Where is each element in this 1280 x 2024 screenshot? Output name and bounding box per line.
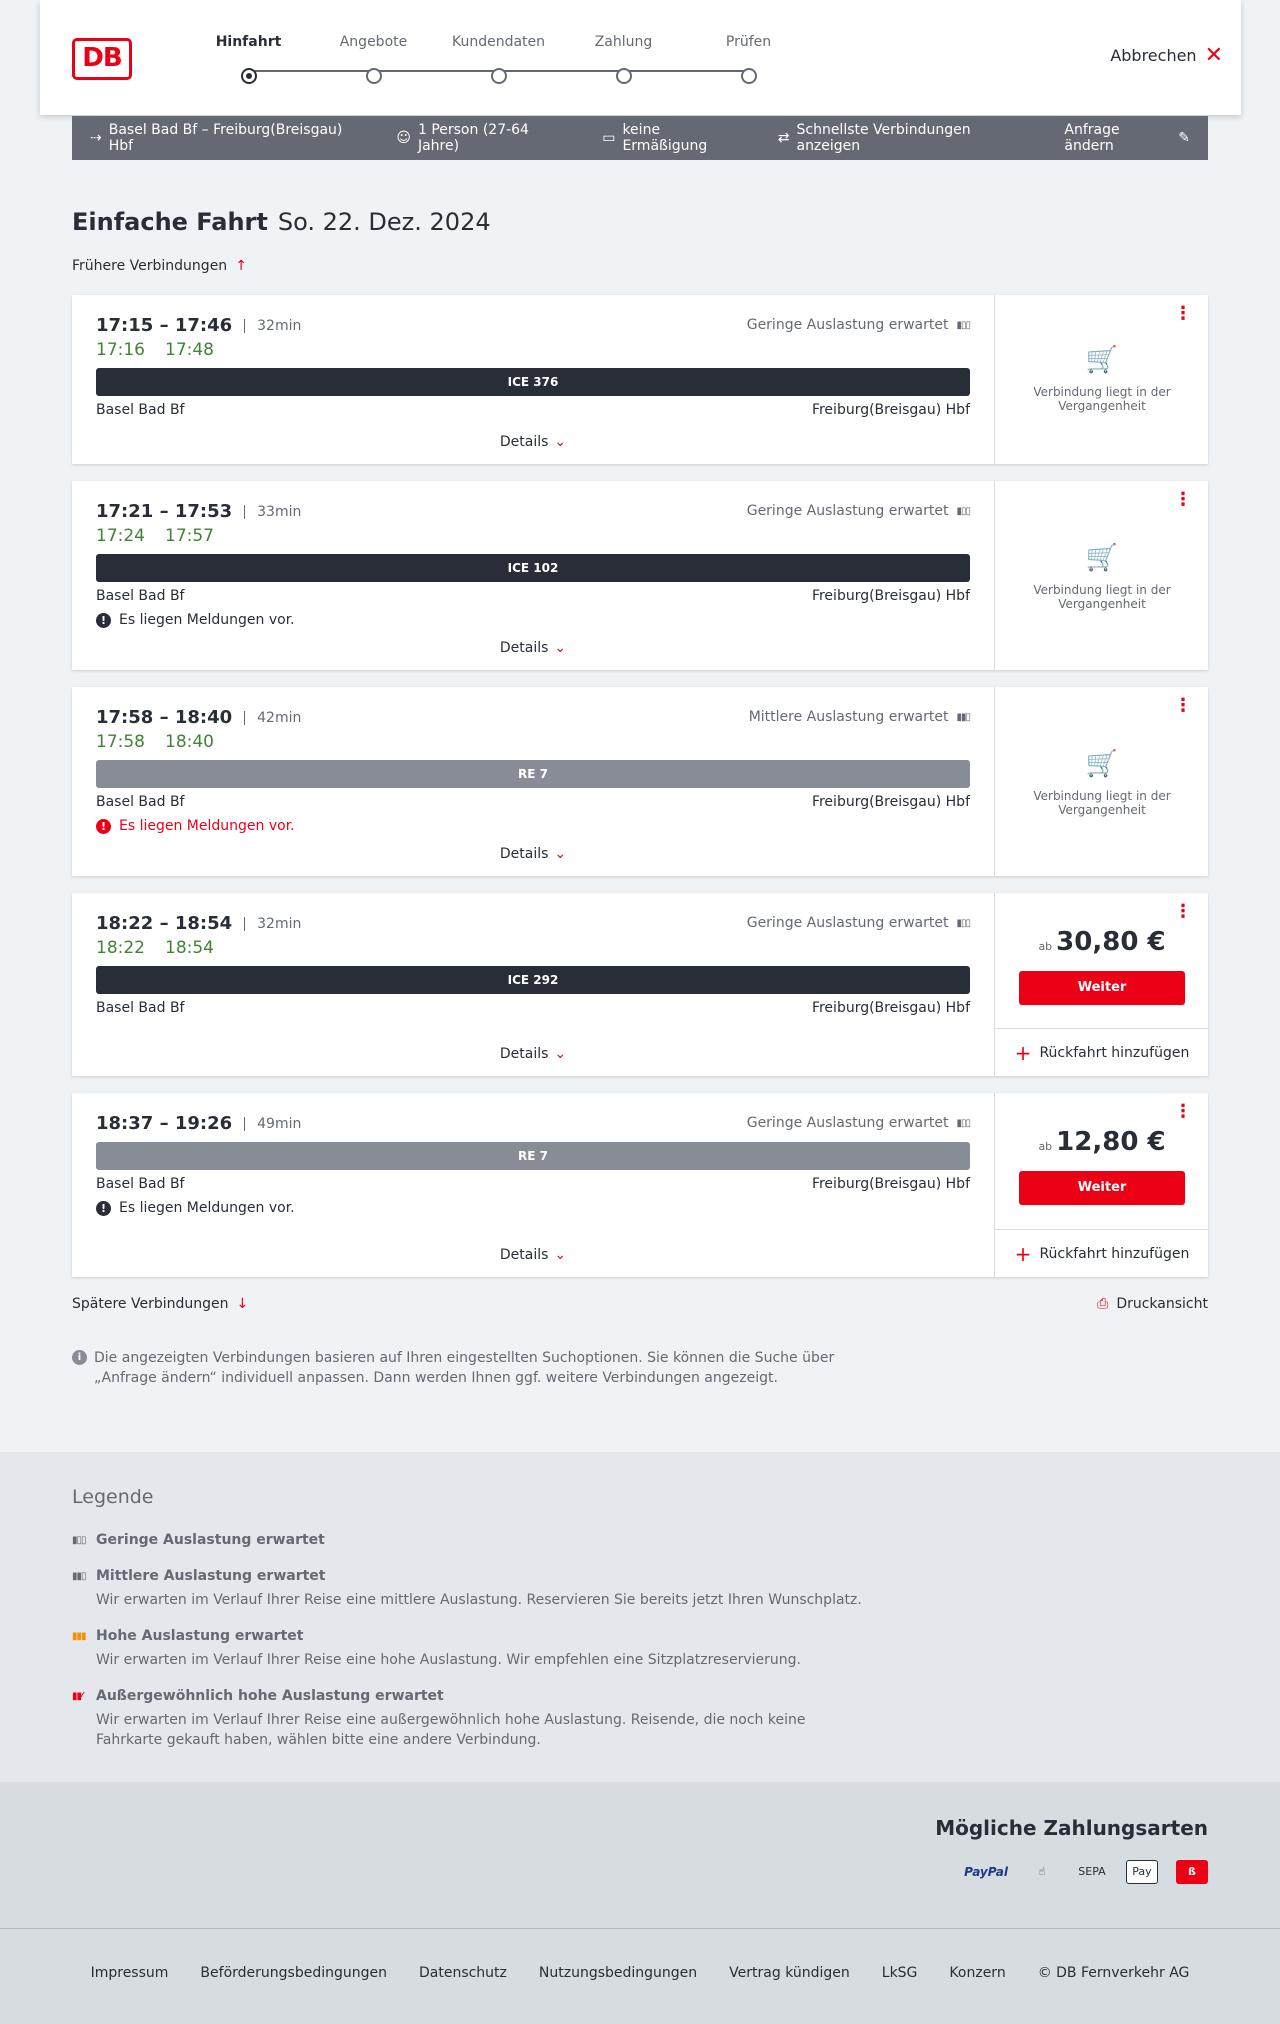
connection-card: [72, 687, 1208, 876]
cart-unavailable-icon: 🛒: [1085, 543, 1119, 573]
footer-copyright: © DB Fernverkehr AG: [1037, 1965, 1190, 1981]
destination-station: Freiburg(Breisgau) Hbf: [811, 402, 970, 418]
origin-station: Basel Bad Bf: [96, 588, 185, 604]
details-toggle[interactable]: Details ⌄: [499, 1247, 567, 1263]
cancel-button[interactable]: [1110, 42, 1223, 68]
connection-card: [72, 481, 1208, 670]
occupancy-very-high-icon: ▮▮⁄: [72, 1690, 82, 1702]
more-options-icon[interactable]: ⋮: [1174, 303, 1192, 324]
train-bar: ICE 102: [96, 554, 970, 582]
occupancy: Geringe Auslastung erwartet ▮▯▯: [746, 1115, 970, 1131]
connection-card: [72, 1093, 1208, 1277]
duration: 49min: [244, 1117, 301, 1131]
train-bar: RE 7: [96, 1142, 970, 1170]
route-arrow-icon: ⇢: [90, 130, 102, 146]
footer-links: [0, 1965, 1280, 1981]
details-toggle[interactable]: Details ⌄: [499, 846, 567, 862]
notice-message: ! Es liegen Meldungen vor.: [96, 612, 970, 628]
notice-message: ! Es liegen Meldungen vor.: [96, 1200, 970, 1216]
legend-item-medium: ▮▮▯ Mittlere Auslastung erwartet Wir erwarten im Verlauf Ihrer Reise eine mittlere Auslastung. Reservieren Sie bereits jetzt Ihren Wunschplatz.: [72, 1568, 862, 1608]
person-icon: ☺: [396, 130, 411, 146]
footer-link-vertrag-kuendigen[interactable]: Vertrag kündigen: [729, 1965, 850, 1981]
add-return-button[interactable]: + Rückfahrt hinzufügen: [995, 1229, 1209, 1277]
planned-times: 18:37 – 19:26: [96, 1113, 233, 1134]
origin-station: Basel Bad Bf: [96, 794, 185, 810]
legend-item-very-high: ▮▮⁄ Außergewöhnlich hohe Auslastung erwartet Wir erwarten im Verlauf Ihrer Reise eine außergewöhnlich hohe Auslastung. Reisende, die noch keine Fahrkarte gekauft haben, wählen bitte eine andere Verbindung.: [72, 1688, 806, 1748]
occupancy-low-icon: ▮▯▯: [72, 1534, 86, 1546]
fastest-summary: ⇄ Schnellste Verbindungen anzeigen: [777, 122, 971, 154]
page-title: Einfache Fahrt So. 22. Dez. 2024: [72, 208, 491, 236]
realtime-times: 18:22 18:54: [96, 938, 214, 958]
step-zahlung: Zahlung: [561, 34, 686, 84]
legend-item-low: ▮▯▯ Geringe Auslastung erwartet: [72, 1532, 325, 1548]
continue-button[interactable]: Weiter: [1019, 1171, 1185, 1205]
pencil-icon: ✎: [1178, 130, 1190, 146]
exclamation-icon: !: [96, 819, 111, 834]
info-icon: i: [72, 1350, 87, 1365]
payment-icons: [964, 1860, 1208, 1884]
offer-panel: [994, 481, 1208, 670]
travel-date: So. 22. Dez. 2024: [277, 208, 491, 236]
info-note: i Die angezeigten Verbindungen basieren auf Ihren eingestellten Suchoptionen. Sie können die Suche über „Anfrage ändern“ individuell anpassen. Dann werden Ihnen ggf. weitere Verbindungen angezeigt.: [72, 1348, 872, 1388]
past-connection-note: 🛒 Verbindung liegt in der Vergangenheit: [995, 345, 1209, 413]
exclamation-icon: !: [96, 1201, 111, 1216]
footer-link-lksg[interactable]: LkSG: [881, 1965, 918, 1981]
origin-station: Basel Bad Bf: [96, 1176, 185, 1192]
occupancy: Geringe Auslastung erwartet ▮▯▯: [746, 317, 970, 333]
more-options-icon[interactable]: ⋮: [1174, 695, 1192, 716]
past-connection-note: 🛒 Verbindung liegt in der Vergangenheit: [995, 543, 1209, 611]
realtime-times: 17:58 18:40: [96, 732, 214, 752]
offer-panel: [994, 893, 1208, 1076]
payment-methods-section: [0, 1782, 1280, 1928]
step-angebote: Angebote: [311, 34, 436, 84]
card-icon: ▭: [602, 130, 616, 146]
planned-times: 17:58 – 18:40: [96, 707, 233, 728]
price: ab 12,80 €: [1038, 1127, 1166, 1157]
train-bar: RE 7: [96, 760, 970, 788]
connection-card: [72, 295, 1208, 464]
more-options-icon[interactable]: ⋮: [1174, 901, 1192, 922]
footer-link-impressum[interactable]: Impressum: [90, 1965, 169, 1981]
duration: 32min: [244, 319, 301, 333]
past-connection-note: 🛒 Verbindung liegt in der Vergangenheit: [995, 749, 1209, 817]
earlier-connections-link[interactable]: Frühere Verbindungen ↑: [72, 258, 247, 274]
occupancy-low-icon: ▮▯▯: [956, 1117, 970, 1129]
sepa-icon: SEPA: [1078, 1865, 1106, 1878]
plus-icon: +: [1014, 1040, 1032, 1065]
db-logo[interactable]: DB: [72, 38, 132, 80]
arrow-down-icon: ↓: [236, 1296, 249, 1312]
continue-button[interactable]: Weiter: [1019, 971, 1185, 1005]
plus-icon: +: [1014, 1241, 1032, 1266]
occupancy-high-icon: ▮▮▮: [72, 1630, 86, 1642]
db-bonus-icon: ß: [1176, 1860, 1208, 1884]
close-icon: ✕: [1204, 42, 1223, 68]
occupancy-medium-icon: ▮▮▯: [72, 1570, 86, 1582]
arrow-up-icon: ↑: [235, 258, 247, 274]
alert-message: ! Es liegen Meldungen vor.: [96, 818, 970, 834]
occupancy: Geringe Auslastung erwartet ▮▯▯: [746, 503, 970, 519]
discount-summary: ▭ keine Ermäßigung: [602, 122, 708, 154]
footer-link-nutzungsbedingungen[interactable]: Nutzungsbedingungen: [538, 1965, 698, 1981]
details-toggle[interactable]: Details ⌄: [499, 1046, 567, 1062]
details-toggle[interactable]: Details ⌄: [499, 640, 567, 656]
paypal-icon: PayPal: [964, 1865, 1008, 1879]
origin-station: Basel Bad Bf: [96, 1000, 185, 1016]
cart-unavailable-icon: 🛒: [1085, 345, 1119, 375]
route-summary: ⇢ Basel Bad Bf – Freiburg(Breisgau) Hbf: [90, 122, 343, 154]
step-kundendaten: Kundendaten: [436, 34, 561, 84]
destination-station: Freiburg(Breisgau) Hbf: [811, 1000, 970, 1016]
occupancy-low-icon: ▮▯▯: [956, 505, 970, 517]
apple-pay-icon: Pay: [1126, 1860, 1158, 1884]
more-options-icon[interactable]: ⋮: [1174, 489, 1192, 510]
cart-unavailable-icon: 🛒: [1085, 749, 1119, 779]
train-bar: ICE 292: [96, 966, 970, 994]
occupancy: Mittlere Auslastung erwartet ▮▮▯: [748, 709, 970, 725]
chevron-down-icon: ⌄: [554, 1046, 567, 1062]
price: ab 30,80 €: [1038, 927, 1166, 957]
destination-station: Freiburg(Breisgau) Hbf: [811, 588, 970, 604]
footer: [0, 1928, 1280, 2024]
more-options-icon[interactable]: ⋮: [1174, 1101, 1192, 1122]
chevron-down-icon: ⌄: [554, 846, 567, 862]
offer-panel: [994, 1093, 1208, 1277]
legend-title: Legende: [72, 1486, 154, 1508]
details-toggle[interactable]: Details ⌄: [499, 434, 567, 450]
booking-steps: [170, 0, 772, 115]
printer-icon: ⎙: [1097, 1296, 1109, 1312]
search-summary-bar: [72, 116, 1208, 160]
cancel-label: Abbrechen: [1110, 46, 1197, 65]
occupancy: Geringe Auslastung erwartet ▮▯▯: [746, 915, 970, 931]
train-bar: ICE 376: [96, 368, 970, 396]
footer-link-datenschutz[interactable]: Datenschutz: [418, 1965, 507, 1981]
realtime-times: 17:24 17:57: [96, 526, 214, 546]
credit-card-icon: ☝: [1038, 1865, 1046, 1878]
destination-station: Freiburg(Breisgau) Hbf: [811, 1176, 970, 1192]
connection-card: [72, 893, 1208, 1076]
duration: 42min: [244, 711, 301, 725]
payment-title: Mögliche Zahlungsarten: [935, 1816, 1208, 1840]
offer-panel: [994, 295, 1208, 464]
duration: 33min: [244, 505, 301, 519]
planned-times: 18:22 – 18:54: [96, 913, 233, 934]
occupancy-low-icon: ▮▯▯: [956, 319, 970, 331]
step-pruefen: Prüfen: [686, 34, 811, 84]
destination-station: Freiburg(Breisgau) Hbf: [811, 794, 970, 810]
legend-item-high: ▮▮▮ Hohe Auslastung erwartet Wir erwarten im Verlauf Ihrer Reise eine hohe Auslastung. Wir empfehlen eine Sitzplatzreservierung.: [72, 1628, 801, 1668]
planned-times: 17:15 – 17:46: [96, 315, 233, 336]
realtime-times: 17:16 17:48: [96, 340, 214, 360]
chevron-down-icon: ⌄: [554, 640, 567, 656]
occupancy-low-icon: ▮▯▯: [956, 917, 970, 929]
footer-link-konzern[interactable]: Konzern: [949, 1965, 1006, 1981]
duration: 32min: [244, 917, 301, 931]
progress-header: [40, 0, 1241, 115]
filter-icon: ⇄: [777, 130, 790, 146]
chevron-down-icon: ⌄: [554, 434, 567, 450]
change-query-button[interactable]: Anfrage ändern ✎: [1064, 122, 1190, 154]
exclamation-icon: !: [96, 613, 111, 628]
chevron-down-icon: ⌄: [554, 1247, 567, 1263]
legend-section: [0, 1452, 1280, 1782]
print-view-link[interactable]: ⎙ Druckansicht: [1097, 1296, 1208, 1312]
step-hinfahrt: Hinfahrt: [186, 34, 311, 84]
offer-panel: [994, 687, 1208, 876]
occupancy-medium-icon: ▮▮▯: [956, 711, 970, 723]
later-connections-link[interactable]: Spätere Verbindungen ↓: [72, 1296, 249, 1312]
traveller-summary: ☺ 1 Person (27-64 Jahre): [396, 122, 529, 154]
footer-link-befoerderungsbedingungen[interactable]: Beförderungsbedingungen: [200, 1965, 387, 1981]
add-return-button[interactable]: + Rückfahrt hinzufügen: [995, 1028, 1209, 1076]
origin-station: Basel Bad Bf: [96, 402, 185, 418]
planned-times: 17:21 – 17:53: [96, 501, 233, 522]
